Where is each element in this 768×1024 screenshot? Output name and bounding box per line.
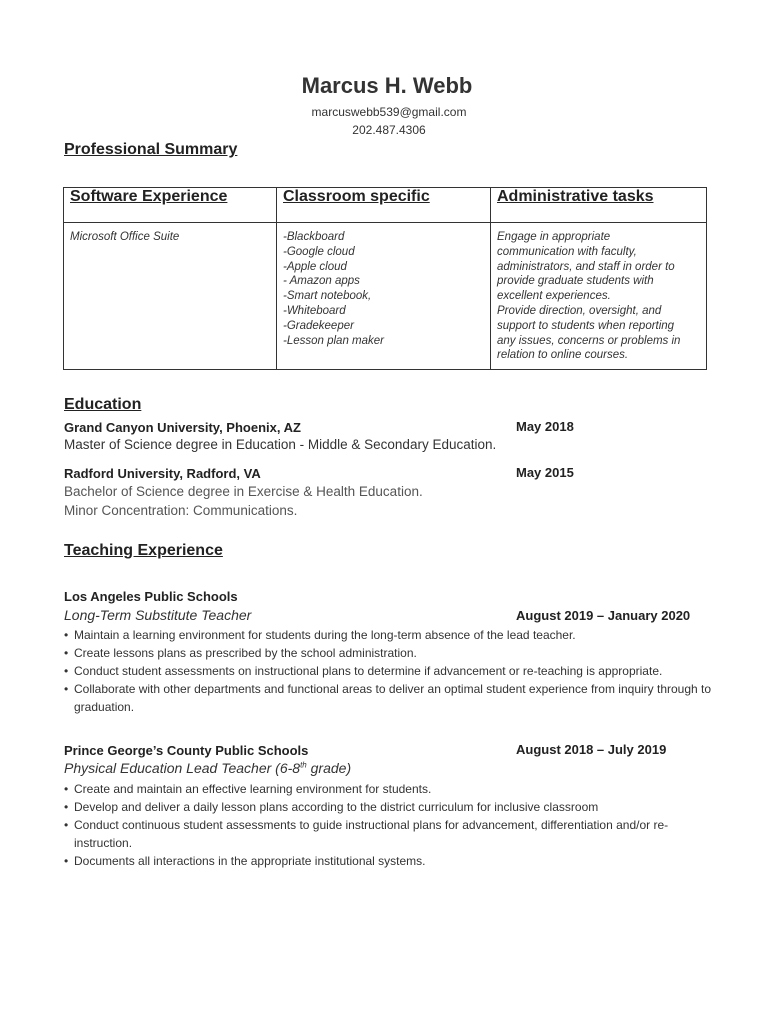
job-role: Long-Term Substitute Teacher bbox=[64, 607, 252, 623]
software-cell bbox=[64, 223, 277, 370]
job-role bbox=[64, 760, 351, 776]
employer-name: Los Angeles Public Schools bbox=[64, 589, 238, 604]
degree-line: Bachelor of Science degree in Exercise & Health Education. bbox=[64, 484, 423, 499]
employer-name: Prince George’s County Public Schools bbox=[64, 743, 309, 758]
job-date: August 2018 – July 2019 bbox=[516, 742, 667, 757]
admin-line: administrators, and staff in order to bbox=[497, 260, 675, 273]
duties-list bbox=[64, 626, 714, 716]
job-employer-row bbox=[64, 588, 704, 606]
software-experience-header: Software Experience bbox=[64, 188, 277, 223]
candidate-name: Marcus H. Webb bbox=[301, 73, 473, 98]
classroom-specific-header: Classroom specific bbox=[277, 188, 491, 223]
classroom-item: - Amazon apps bbox=[283, 275, 360, 288]
job-role-row bbox=[64, 607, 704, 625]
duty-item: • Documents all interactions in the appropriate institutional systems. bbox=[64, 852, 714, 870]
degree-line: Master of Science degree in Education - Middle & Secondary Education. bbox=[64, 437, 497, 452]
admin-line: excellent experiences. bbox=[497, 290, 611, 303]
admin-line: relation to online courses. bbox=[497, 349, 629, 362]
education-entry-header bbox=[64, 465, 704, 483]
teaching-experience-heading: Teaching Experience bbox=[64, 542, 223, 559]
classroom-item: -Lesson plan maker bbox=[283, 334, 384, 347]
job-role-suffix: grade) bbox=[306, 760, 352, 776]
classroom-item: -Gradekeeper bbox=[283, 319, 354, 332]
admin-line: communication with faculty, bbox=[497, 245, 637, 258]
email-address[interactable]: marcuswebb539@gmail.com bbox=[311, 105, 467, 119]
school-name: Grand Canyon University, Phoenix, AZ bbox=[64, 420, 301, 435]
professional-summary-heading: Professional Summary bbox=[64, 141, 238, 158]
minor-line: Minor Concentration: Communications. bbox=[64, 503, 298, 518]
skills-table-header-row bbox=[64, 188, 707, 223]
school-name: Radford University, Radford, VA bbox=[64, 466, 261, 481]
admin-cell bbox=[491, 223, 707, 370]
duty-item: • Develop and deliver a daily lesson plans according to the district curriculum for inclusive classroom bbox=[64, 798, 714, 816]
skills-table-body-row bbox=[64, 223, 707, 370]
skills-table bbox=[63, 187, 707, 370]
duties-list bbox=[64, 780, 714, 870]
job-employer-row bbox=[64, 742, 704, 760]
classroom-item: -Smart notebook, bbox=[283, 290, 372, 303]
education-date: May 2015 bbox=[516, 465, 574, 480]
job-role-row bbox=[64, 760, 704, 778]
duty-item: • Collaborate with other departments and functional areas to deliver an optimal student experience from inquiry through to graduation. bbox=[64, 680, 714, 716]
job-role-text: Physical Education Lead Teacher (6-8 bbox=[64, 760, 301, 776]
admin-line: any issues, concerns or problems in bbox=[497, 334, 681, 347]
duty-item: • Conduct student assessments on instructional plans to determine if advancement or re-teaching is appropriate. bbox=[64, 662, 714, 680]
duty-item: • Maintain a learning environment for students during the long-term absence of the lead teacher. bbox=[64, 626, 714, 644]
education-date: May 2018 bbox=[516, 419, 574, 434]
classroom-item: -Blackboard bbox=[283, 231, 345, 243]
classroom-item: -Apple cloud bbox=[283, 260, 347, 273]
education-heading: Education bbox=[64, 396, 142, 413]
education-entry-header bbox=[64, 419, 704, 437]
classroom-cell bbox=[277, 223, 491, 370]
phone-number: 202.487.4306 bbox=[352, 123, 426, 137]
duty-item: • Create and maintain an effective learning environment for students. bbox=[64, 780, 714, 798]
admin-line: Provide direction, oversight, and bbox=[497, 304, 662, 317]
admin-line: Engage in appropriate bbox=[497, 231, 611, 243]
job-date: August 2019 – January 2020 bbox=[516, 608, 691, 623]
admin-line: support to students when reporting bbox=[497, 319, 675, 332]
classroom-item: -Whiteboard bbox=[283, 304, 346, 317]
job-role-superscript: th bbox=[300, 760, 307, 770]
software-item: Microsoft Office Suite bbox=[70, 231, 180, 243]
duty-item: • Conduct continuous student assessments to guide instructional plans for advancement, differentiation and/or re-instruction. bbox=[64, 816, 714, 852]
admin-line: provide graduate students with bbox=[497, 275, 654, 288]
classroom-item: -Google cloud bbox=[283, 245, 355, 258]
administrative-tasks-header: Administrative tasks bbox=[491, 188, 707, 223]
duty-item: • Create lessons plans as prescribed by the school administration. bbox=[64, 644, 714, 662]
